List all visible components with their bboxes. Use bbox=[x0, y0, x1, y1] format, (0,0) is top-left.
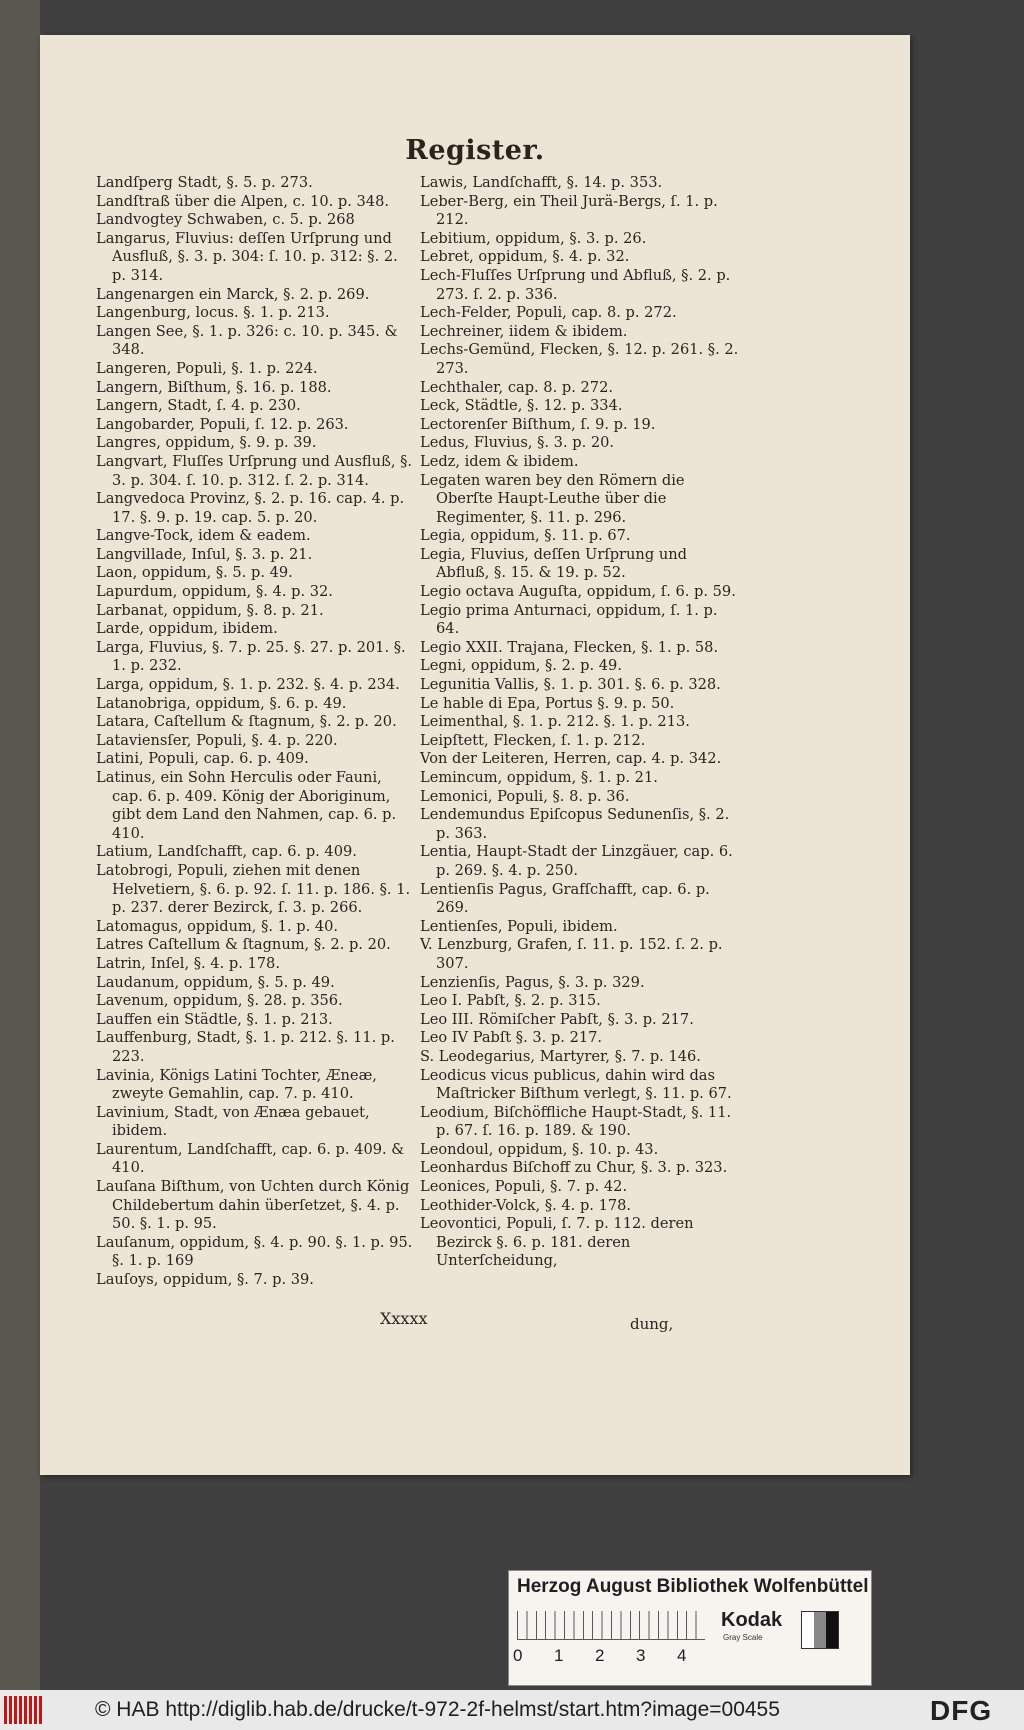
index-entry: Lentienſes, Populi, ibidem. bbox=[420, 917, 618, 935]
gray-scale-patches bbox=[801, 1611, 839, 1649]
page-title: Register. bbox=[405, 135, 545, 166]
index-entry: Lauſana Biſthum, von Uchten durch König Childebertum dahin überſetzet, §. 4. p. 50. §. 1. p. 95. bbox=[96, 1178, 410, 1233]
index-entry: Langvedoca Provinz, §. 2. p. 16. cap. 4. p. 17. §. 9. p. 19. cap. 5. p. 20. bbox=[96, 490, 405, 526]
index-entry: Larga, oppidum, §. 1. p. 232. §. 4. p. 234. bbox=[96, 676, 400, 694]
ruler-scale bbox=[517, 1611, 705, 1640]
index-entry: Leothider-Volck, §. 4. p. 178. bbox=[420, 1196, 632, 1214]
index-entry: Latrin, Inſel, §. 4. p. 178. bbox=[96, 954, 280, 972]
index-entry: Landvogtey Schwaben, c. 5. p. 268 bbox=[96, 211, 355, 229]
index-entry: Leondoul, oppidum, §. 10. p. 43. bbox=[420, 1140, 659, 1158]
index-entry: Lechs-Gemünd, Flecken, §. 12. p. 261. §. 2. 273. bbox=[420, 341, 739, 377]
index-entry: Langeren, Populi, §. 1. p. 224. bbox=[96, 359, 318, 377]
index-entry: Lech-Fluſſes Urſprung und Abfluß, §. 2. p. 273. ſ. 2. p. 336. bbox=[420, 266, 731, 303]
index-entry: Leck, Städtle, §. 12. p. 334. bbox=[420, 397, 623, 415]
index-entry: Lapurdum, oppidum, §. 4. p. 32. bbox=[96, 583, 333, 601]
kodak-brand: Kodak bbox=[721, 1609, 783, 1631]
index-entry: Lectorenſer Biſthum, ſ. 9. p. 19. bbox=[420, 415, 656, 433]
index-entry: Larde, oppidum, ibidem. bbox=[96, 620, 278, 638]
index-entry: Legni, oppidum, §. 2. p. 49. bbox=[420, 657, 622, 675]
ruler-number: 2 bbox=[595, 1646, 605, 1665]
ruler-number: 4 bbox=[677, 1646, 687, 1665]
index-entry: Leo I. Pabſt, §. 2. p. 315. bbox=[420, 992, 601, 1010]
index-entry: Lataviensſer, Populi, §. 4. p. 220. bbox=[96, 731, 338, 749]
index-entry: Lauffen ein Städtle, §. 1. p. 213. bbox=[96, 1010, 333, 1028]
index-entry: Lavinium, Stadt, von Ænæa gebauet, ibidem. bbox=[96, 1103, 370, 1140]
footer-url-link[interactable]: © HAB http://diglib.hab.de/drucke/t-972-2f-helmst/start.htm?image=00455 bbox=[95, 1698, 780, 1721]
index-entry: Lemonici, Populi, §. 8. p. 36. bbox=[420, 787, 630, 805]
index-entry: Legaten waren bey den Römern die Oberſte Haupt-Leuthe über die Regimenter, §. 11. p. 296. bbox=[420, 471, 685, 526]
index-entry: Latanobriga, oppidum, §. 6. p. 49. bbox=[96, 694, 347, 712]
index-column-right bbox=[420, 174, 742, 1271]
index-column-left bbox=[96, 174, 414, 1290]
index-entry: Von der Leiteren, Herren, cap. 4. p. 342. bbox=[420, 750, 722, 768]
index-entry: Leodium, Biſchöffliche Haupt-Stadt, §. 11. p. 67. ſ. 16. p. 189. & 190. bbox=[420, 1103, 732, 1140]
index-entry: Langen See, §. 1. p. 326: c. 10. p. 345. & 348. bbox=[96, 322, 398, 359]
index-entry: Landſtraß über die Alpen, c. 10. p. 348. bbox=[96, 192, 390, 210]
index-entry: Leimenthal, §. 1. p. 212. §. 1. p. 213. bbox=[420, 713, 690, 731]
index-entry: Legunitia Vallis, §. 1. p. 301. §. 6. p. 328. bbox=[420, 676, 721, 694]
ruler-number: 1 bbox=[554, 1646, 564, 1665]
document-page bbox=[40, 35, 910, 1475]
index-entry: Leonices, Populi, §. 7. p. 42. bbox=[420, 1178, 628, 1196]
index-entry: Lendemundus Epiſcopus Sedunenſis, §. 2. p. 363. bbox=[420, 806, 730, 842]
index-entry: Lawis, Landſchafft, §. 14. p. 353. bbox=[420, 174, 663, 191]
index-entry: Laudanum, oppidum, §. 5. p. 49. bbox=[96, 973, 335, 991]
index-entry: Lentia, Haupt-Stadt der Linzgäuer, cap. 6. p. 269. §. 4. p. 250. bbox=[420, 843, 733, 879]
index-entry: Lech-Felder, Populi, cap. 8. p. 272. bbox=[420, 304, 677, 322]
index-entry: Lauffenburg, Stadt, §. 1. p. 212. §. 11. p. 223. bbox=[96, 1029, 395, 1065]
footer-bar bbox=[0, 1690, 1024, 1730]
previous-page-edge bbox=[0, 0, 40, 1690]
index-entry: Langenargen ein Marck, §. 2. p. 269. bbox=[96, 285, 370, 303]
index-entry: Langvart, Fluſſes Urſprung und Ausfluß, §. 3. p. 304. ſ. 10. p. 312. ſ. 2. p. 314. bbox=[96, 452, 413, 489]
ruler-numbers bbox=[513, 1646, 718, 1666]
index-entry: Lechthaler, cap. 8. p. 272. bbox=[420, 378, 613, 396]
index-entry: Laurentum, Landſchafft, cap. 6. p. 409. & 410. bbox=[96, 1140, 405, 1177]
index-entry: Langres, oppidum, §. 9. p. 39. bbox=[96, 434, 317, 452]
dfg-logo: DFG bbox=[930, 1695, 993, 1726]
index-entry: Lauſanum, oppidum, §. 4. p. 90. §. 1. p. 95. §. 1. p. 169 bbox=[96, 1233, 413, 1270]
index-entry: Lenzienſis, Pagus, §. 3. p. 329. bbox=[420, 973, 645, 991]
index-entry: Langern, Stadt, ſ. 4. p. 230. bbox=[96, 397, 301, 415]
index-entry: Langern, Biſthum, §. 16. p. 188. bbox=[96, 378, 332, 396]
index-entry: Larbanat, oppidum, §. 8. p. 21. bbox=[96, 601, 324, 619]
index-entry: Leo III. Römiſcher Pabſt, §. 3. p. 217. bbox=[420, 1010, 694, 1028]
index-entry: Latres Caſtellum & ſtagnum, §. 2. p. 20. bbox=[96, 936, 391, 954]
index-entry: S. Leodegarius, Martyrer, §. 7. p. 146. bbox=[420, 1047, 701, 1065]
index-entry: Leodicus vicus publicus, dahin wird das Maſtricker Biſthum verlegt, §. 11. p. 67. bbox=[420, 1066, 732, 1103]
index-entry: Legio prima Anturnaci, oppidum, ſ. 1. p. 64. bbox=[420, 601, 718, 638]
index-entry: Latara, Caſtellum & ſtagnum, §. 2. p. 20. bbox=[96, 713, 397, 731]
index-entry: Leo IV Pabſt §. 3. p. 217. bbox=[420, 1029, 603, 1047]
index-entry: Lemincum, oppidum, §. 1. p. 21. bbox=[420, 769, 658, 786]
index-entry: Langenburg, locus. §. 1. p. 213. bbox=[96, 304, 330, 322]
hab-logo-icon bbox=[4, 1696, 44, 1724]
index-entry: Lavenum, oppidum, §. 28. p. 356. bbox=[96, 992, 343, 1010]
ruler-number: 0 bbox=[513, 1646, 523, 1665]
index-entry: Latium, Landſchafft, cap. 6. p. 409. bbox=[96, 843, 357, 861]
index-entry: Lebitium, oppidum, §. 3. p. 26. bbox=[420, 229, 647, 247]
index-entry: Landſperg Stadt, §. 5. p. 273. bbox=[96, 174, 313, 191]
index-entry: Lechreiner, iidem & ibidem. bbox=[420, 322, 628, 340]
index-entry: Ledz, idem & ibidem. bbox=[420, 452, 579, 470]
index-entry: Leipſtett, Flecken, ſ. 1. p. 212. bbox=[420, 731, 646, 749]
index-entry: Langvillade, Inſul, §. 3. p. 21. bbox=[96, 545, 313, 563]
index-entry: Latinus, ein Sohn Herculis oder Fauni, cap. 6. p. 409. König der Aboriginum, gibt dem Land den Nahmen, cap. 6. p. 410. bbox=[96, 769, 397, 842]
index-entry: Laon, oppidum, §. 5. p. 49. bbox=[96, 564, 293, 582]
catchword: dung, bbox=[630, 1315, 674, 1333]
index-entry: Lebret, oppidum, §. 4. p. 32. bbox=[420, 248, 630, 266]
index-entry: Langve-Tock, idem & eadem. bbox=[96, 527, 311, 545]
signature-mark: Xxxxx bbox=[380, 1309, 428, 1328]
index-entry: Lauſoys, oppidum, §. 7. p. 39. bbox=[96, 1271, 314, 1289]
index-entry: Legio XXII. Trajana, Flecken, §. 1. p. 58. bbox=[420, 638, 719, 656]
index-entry: Latobrogi, Populi, ziehen mit denen Helvetiern, §. 6. p. 92. ſ. 11. p. 186. §. 1. p. 237. derer Bezirck, ſ. 3. p. 266. bbox=[96, 861, 411, 917]
ruler-number: 3 bbox=[636, 1646, 646, 1665]
index-entry: Le hable di Epa, Portus §. 9. p. 50. bbox=[420, 694, 675, 712]
index-entry: Legio octava Auguſta, oppidum, ſ. 6. p. 59. bbox=[420, 583, 736, 601]
index-entry: Leber-Berg, ein Theil Jurä-Bergs, ſ. 1. p. 212. bbox=[420, 192, 718, 229]
index-entry: Lentienſis Pagus, Grafſchafft, cap. 6. p. 269. bbox=[420, 880, 710, 917]
index-entry: Latomagus, oppidum, §. 1. p. 40. bbox=[96, 917, 339, 935]
index-entry: Leovontici, Populi, ſ. 7. p. 112. deren Bezirck §. 6. p. 181. deren Unterſcheidung, bbox=[420, 1215, 694, 1270]
color-calibration-chart bbox=[508, 1570, 872, 1686]
index-entry: Larga, Fluvius, §. 7. p. 25. §. 27. p. 201. §. 1. p. 232. bbox=[96, 638, 406, 675]
index-entry: V. Lenzburg, Grafen, ſ. 11. p. 152. ſ. 2. p. 307. bbox=[420, 936, 723, 972]
index-entry: Legia, Fluvius, deſſen Urſprung und Abfluß, §. 15. & 19. p. 52. bbox=[420, 545, 687, 582]
index-entry: Legia, oppidum, §. 11. p. 67. bbox=[420, 527, 631, 545]
index-entry: Langarus, Fluvius: deſſen Urſprung und Ausfluß, §. 3. p. 304: ſ. 10. p. 312: §. 2. p. 314. bbox=[96, 229, 398, 284]
index-entry: Langobarder, Populi, ſ. 12. p. 263. bbox=[96, 415, 349, 433]
library-name: Herzog August Bibliothek Wolfenbüttel bbox=[517, 1576, 869, 1597]
index-entry: Lavinia, Königs Latini Tochter, Æneæ, zweyte Gemahlin, cap. 7. p. 410. bbox=[96, 1066, 377, 1103]
index-entry: Latini, Populi, cap. 6. p. 409. bbox=[96, 750, 309, 768]
gray-scale-label: Gray Scale bbox=[723, 1633, 763, 1642]
index-entry: Ledus, Fluvius, §. 3. p. 20. bbox=[420, 434, 615, 452]
index-entry: Leonhardus Biſchoff zu Chur, §. 3. p. 323. bbox=[420, 1159, 728, 1177]
